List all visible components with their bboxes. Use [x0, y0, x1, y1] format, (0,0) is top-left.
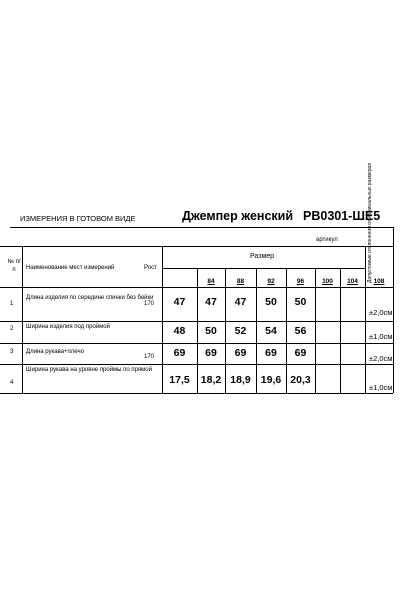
- row-value: 69: [234, 347, 247, 359]
- row-value: 47: [173, 296, 186, 308]
- grid-line: [22, 246, 23, 393]
- row-height: 170: [144, 301, 155, 307]
- row-name: Длина изделия по середине спинки без бейки: [26, 295, 154, 301]
- grid-line: [162, 268, 365, 269]
- row-name: Ширина рукава на уровне проймы по прямой: [26, 367, 152, 373]
- col-num-header: № п/п: [7, 259, 21, 273]
- row-name: Длина рукава+плечо: [26, 349, 84, 355]
- article-label: артикул: [316, 237, 338, 243]
- caption: ИЗМЕРЕНИЯ В ГОТОВОМ ВИДЕ: [20, 214, 136, 223]
- col-height-header: Рост: [144, 265, 157, 271]
- row-value: 69: [205, 347, 217, 359]
- grid-line: [10, 227, 393, 228]
- size-header: 84: [207, 278, 215, 285]
- product-title: Джемпер женский: [182, 209, 294, 223]
- row-value: 18,2: [200, 374, 222, 386]
- row-value: 54: [265, 325, 277, 337]
- size-header: 104: [347, 278, 358, 285]
- row-height: 170: [144, 354, 155, 360]
- row-value: 19,6: [260, 374, 282, 386]
- row-number: 4: [10, 380, 14, 386]
- grid-line: [393, 227, 394, 393]
- row-value: 47: [234, 296, 247, 308]
- row-value: 20,3: [290, 374, 311, 386]
- size-header: 96: [296, 278, 305, 285]
- col-name-header: Наименование мест измерений: [26, 265, 115, 271]
- row-value: 18,9: [230, 374, 251, 386]
- row-value: 47: [205, 296, 217, 308]
- row-value: 50: [265, 296, 277, 308]
- row-tolerance: ±2,0см: [369, 354, 393, 363]
- grid-line: [365, 246, 366, 393]
- article-code: РВ0301-ШЕ5: [303, 209, 381, 223]
- grid-line: [0, 246, 393, 247]
- row-value: 69: [265, 347, 277, 359]
- row-value: 50: [294, 296, 307, 308]
- size-header: 108: [373, 278, 385, 285]
- grid-line: [315, 268, 316, 393]
- row-value: 52: [234, 325, 247, 337]
- row-tolerance: ±1,0см: [369, 383, 393, 392]
- row-name: Ширина изделия под проймой: [26, 324, 110, 330]
- row-number: 2: [10, 326, 14, 332]
- row-value: 69: [294, 347, 307, 359]
- size-header: 88: [236, 278, 245, 285]
- grid-line: [340, 268, 341, 393]
- row-tolerance: ±1,0см: [369, 332, 393, 341]
- col-size-header: Размер: [250, 253, 275, 260]
- row-value: 50: [205, 325, 217, 337]
- size-header: 100: [322, 278, 333, 285]
- size-header: 92: [267, 278, 275, 285]
- grid-line: [0, 393, 393, 394]
- row-number: 3: [10, 349, 14, 355]
- row-value: 69: [173, 347, 186, 359]
- row-value: 17,5: [169, 374, 190, 386]
- row-number: 1: [10, 301, 14, 307]
- row-value: 48: [173, 325, 186, 337]
- grid-line: [162, 246, 163, 393]
- row-tolerance: ±2,0см: [369, 308, 393, 317]
- col-tolerance-header: Допустимые отклонения от номинальных размеров: [367, 163, 373, 283]
- row-value: 56: [294, 325, 307, 337]
